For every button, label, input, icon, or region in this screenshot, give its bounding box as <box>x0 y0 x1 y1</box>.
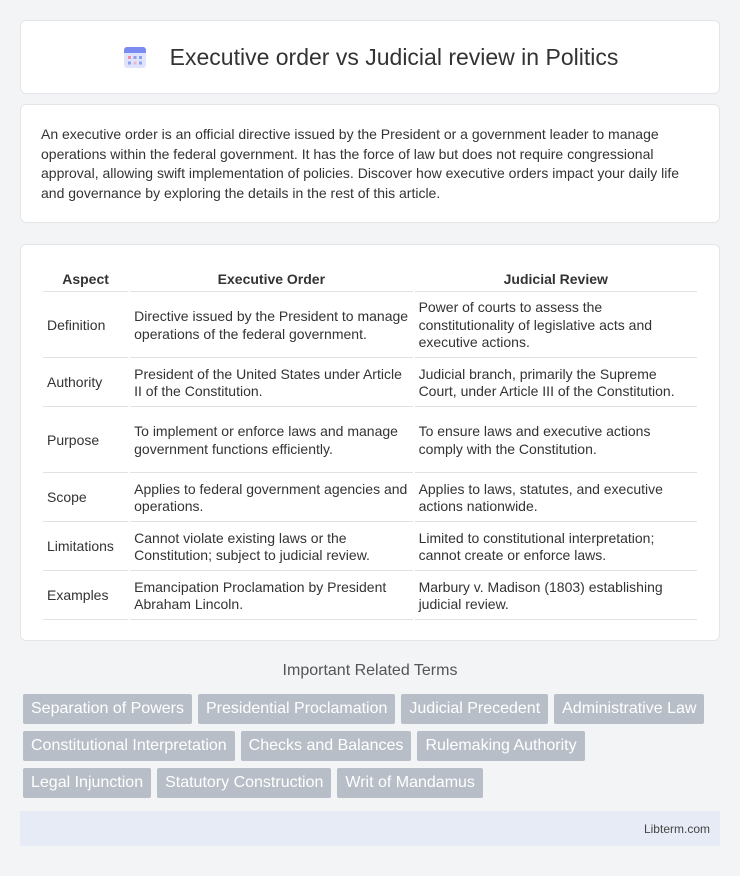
tag-row <box>23 694 723 724</box>
table-header-row <box>43 267 697 292</box>
related-terms-list <box>23 694 723 805</box>
executive-order-cell: Emancipation Proclamation by President Abraham Lincoln. <box>130 573 412 620</box>
header-judicial-review: Judicial Review <box>415 267 697 292</box>
footer <box>20 811 720 846</box>
table-row <box>43 524 697 571</box>
judicial-review-cell: To ensure laws and executive actions comply with the Constitution. <box>415 409 697 473</box>
related-terms-title: Important Related Terms <box>282 662 458 679</box>
table-row <box>43 573 697 620</box>
executive-order-cell: Directive issued by the President to manage operations of the federal government. <box>130 294 412 358</box>
executive-order-cell: President of the United States under Article II of the Constitution. <box>130 360 412 407</box>
calendar-grid-icon <box>122 44 148 70</box>
footer-site-link[interactable]: Libterm.com <box>643 821 710 836</box>
judicial-review-cell: Limited to constitutional interpretation; cannot create or enforce laws. <box>415 524 697 571</box>
tag-row <box>23 768 723 798</box>
aspect-cell: Authority <box>43 360 128 407</box>
aspect-cell: Limitations <box>43 524 128 571</box>
tag-administrative-law[interactable]: Administrative Law <box>554 694 704 724</box>
table-row <box>43 360 697 407</box>
title-card <box>20 20 720 94</box>
tag-rulemaking-authority[interactable]: Rulemaking Authority <box>417 731 584 761</box>
page-title: Executive order vs Judicial review in Politics <box>169 43 619 70</box>
tag-legal-injunction[interactable]: Legal Injunction <box>23 768 151 798</box>
aspect-cell: Purpose <box>43 409 128 473</box>
judicial-review-cell: Judicial branch, primarily the Supreme Court, under Article III of the Constitution. <box>415 360 697 407</box>
comparison-card <box>20 244 720 641</box>
judicial-review-cell: Power of courts to assess the constitutionality of legislative acts and executive actions. <box>415 294 697 358</box>
tag-presidential-proclamation[interactable]: Presidential Proclamation <box>198 694 395 724</box>
table-row <box>43 409 697 473</box>
judicial-review-cell: Marbury v. Madison (1803) establishing judicial review. <box>415 573 697 620</box>
executive-order-cell: Applies to federal government agencies and operations. <box>130 475 412 522</box>
aspect-cell: Definition <box>43 294 128 358</box>
tag-separation-of-powers[interactable]: Separation of Powers <box>23 694 192 724</box>
intro-card <box>20 104 720 223</box>
aspect-cell: Examples <box>43 573 128 620</box>
intro-text: An executive order is an official directive issued by the President or a government leader to manage operations within the federal government. It has the force of law but does not require congressional approval, allowing swift implementation of policies. Discover how executive orders impact your daily life and governance by exploring the details in the rest of this article. <box>41 126 680 201</box>
tag-checks-and-balances[interactable]: Checks and Balances <box>241 731 412 761</box>
aspect-cell: Scope <box>43 475 128 522</box>
tag-constitutional-interpretation[interactable]: Constitutional Interpretation <box>23 731 235 761</box>
comparison-table <box>41 265 699 622</box>
table-row <box>43 294 697 358</box>
tag-statutory-construction[interactable]: Statutory Construction <box>157 768 331 798</box>
judicial-review-cell: Applies to laws, statutes, and executive actions nationwide. <box>415 475 697 522</box>
tag-row <box>23 731 723 761</box>
executive-order-cell: Cannot violate existing laws or the Constitution; subject to judicial review. <box>130 524 412 571</box>
header-executive-order: Executive Order <box>130 267 412 292</box>
executive-order-cell: To implement or enforce laws and manage government functions efficiently. <box>130 409 412 473</box>
table-row <box>43 475 697 522</box>
tag-judicial-precedent[interactable]: Judicial Precedent <box>401 694 548 724</box>
tag-writ-of-mandamus[interactable]: Writ of Mandamus <box>337 768 483 798</box>
header-aspect: Aspect <box>43 267 128 292</box>
